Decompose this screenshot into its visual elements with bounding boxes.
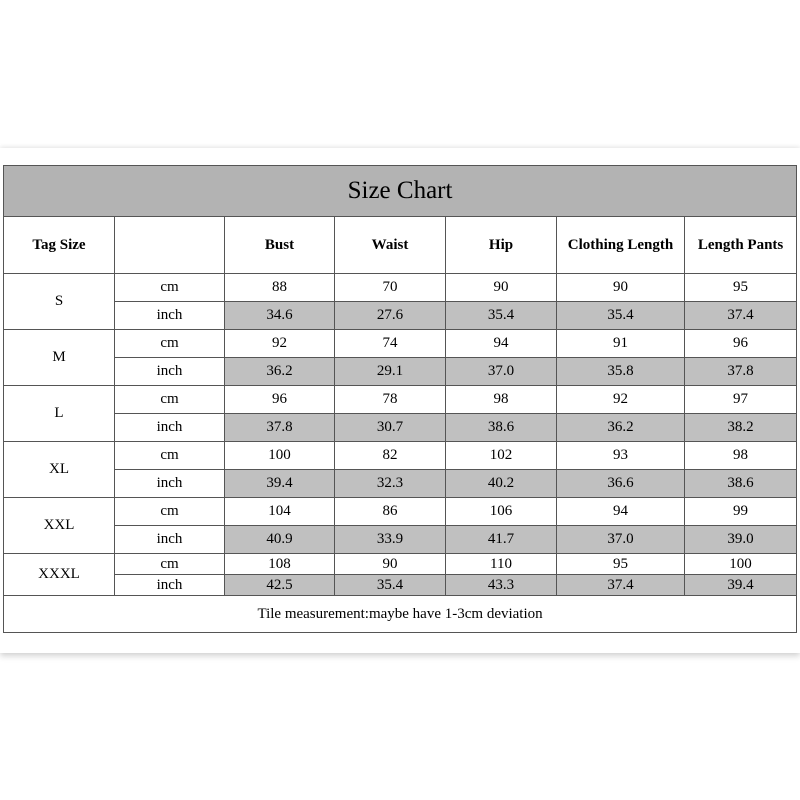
table-row xyxy=(4,274,797,302)
table-row xyxy=(4,330,797,358)
table-row xyxy=(4,554,797,575)
table-row xyxy=(4,526,797,554)
clothing-length-inch-cell: 36.6 xyxy=(557,470,685,498)
waist-cm-cell: 78 xyxy=(335,386,446,414)
unit-cm-cell: cm xyxy=(115,386,225,414)
hip-inch-cell: 40.2 xyxy=(446,470,557,498)
bust-cm-cell: 88 xyxy=(225,274,335,302)
tag-size-cell: XXL xyxy=(4,498,115,554)
unit-inch-cell: inch xyxy=(115,358,225,386)
footnote: Tile measurement:maybe have 1-3cm deviation xyxy=(4,596,797,633)
waist-inch-cell: 29.1 xyxy=(335,358,446,386)
hip-cm-cell: 102 xyxy=(446,442,557,470)
hip-cm-cell: 98 xyxy=(446,386,557,414)
length-pants-cm-cell: 97 xyxy=(685,386,797,414)
clothing-length-cm-cell: 94 xyxy=(557,498,685,526)
table-row xyxy=(4,386,797,414)
waist-cm-cell: 74 xyxy=(335,330,446,358)
waist-inch-cell: 35.4 xyxy=(335,575,446,596)
bust-inch-cell: 40.9 xyxy=(225,526,335,554)
bust-cm-cell: 108 xyxy=(225,554,335,575)
tag-size-cell: XXXL xyxy=(4,554,115,596)
chart-title: Size Chart xyxy=(4,166,797,217)
clothing-length-cm-cell: 91 xyxy=(557,330,685,358)
header-hip: Hip xyxy=(446,217,557,274)
waist-inch-cell: 27.6 xyxy=(335,302,446,330)
unit-inch-cell: inch xyxy=(115,575,225,596)
header-unit xyxy=(115,217,225,274)
table-row xyxy=(4,498,797,526)
hip-inch-cell: 41.7 xyxy=(446,526,557,554)
bust-inch-cell: 39.4 xyxy=(225,470,335,498)
unit-inch-cell: inch xyxy=(115,470,225,498)
unit-cm-cell: cm xyxy=(115,498,225,526)
table-row xyxy=(4,302,797,330)
length-pants-cm-cell: 98 xyxy=(685,442,797,470)
table-row xyxy=(4,442,797,470)
hip-inch-cell: 43.3 xyxy=(446,575,557,596)
waist-cm-cell: 82 xyxy=(335,442,446,470)
clothing-length-inch-cell: 35.8 xyxy=(557,358,685,386)
length-pants-cm-cell: 100 xyxy=(685,554,797,575)
unit-cm-cell: cm xyxy=(115,442,225,470)
hip-cm-cell: 94 xyxy=(446,330,557,358)
bust-inch-cell: 37.8 xyxy=(225,414,335,442)
waist-inch-cell: 30.7 xyxy=(335,414,446,442)
clothing-length-cm-cell: 90 xyxy=(557,274,685,302)
bust-cm-cell: 100 xyxy=(225,442,335,470)
hip-cm-cell: 106 xyxy=(446,498,557,526)
clothing-length-cm-cell: 95 xyxy=(557,554,685,575)
length-pants-inch-cell: 37.8 xyxy=(685,358,797,386)
clothing-length-inch-cell: 35.4 xyxy=(557,302,685,330)
tag-size-cell: M xyxy=(4,330,115,386)
hip-inch-cell: 35.4 xyxy=(446,302,557,330)
tag-size-cell: XL xyxy=(4,442,115,498)
bust-cm-cell: 96 xyxy=(225,386,335,414)
waist-cm-cell: 90 xyxy=(335,554,446,575)
tag-size-cell: S xyxy=(4,274,115,330)
header-clothing-length: Clothing Length xyxy=(557,217,685,274)
bust-cm-cell: 104 xyxy=(225,498,335,526)
header-tag-size: Tag Size xyxy=(4,217,115,274)
unit-cm-cell: cm xyxy=(115,330,225,358)
length-pants-inch-cell: 38.6 xyxy=(685,470,797,498)
header-length-pants: Length Pants xyxy=(685,217,797,274)
length-pants-cm-cell: 96 xyxy=(685,330,797,358)
hip-inch-cell: 37.0 xyxy=(446,358,557,386)
waist-inch-cell: 32.3 xyxy=(335,470,446,498)
clothing-length-cm-cell: 93 xyxy=(557,442,685,470)
hip-cm-cell: 110 xyxy=(446,554,557,575)
unit-cm-cell: cm xyxy=(115,274,225,302)
unit-cm-cell: cm xyxy=(115,554,225,575)
tag-size-cell: L xyxy=(4,386,115,442)
size-chart-table xyxy=(3,165,797,633)
table-row xyxy=(4,358,797,386)
length-pants-inch-cell: 39.0 xyxy=(685,526,797,554)
hip-inch-cell: 38.6 xyxy=(446,414,557,442)
bust-inch-cell: 36.2 xyxy=(225,358,335,386)
unit-inch-cell: inch xyxy=(115,414,225,442)
clothing-length-inch-cell: 37.0 xyxy=(557,526,685,554)
table-row xyxy=(4,470,797,498)
unit-inch-cell: inch xyxy=(115,302,225,330)
hip-cm-cell: 90 xyxy=(446,274,557,302)
table-row xyxy=(4,575,797,596)
bust-inch-cell: 34.6 xyxy=(225,302,335,330)
clothing-length-cm-cell: 92 xyxy=(557,386,685,414)
table-row xyxy=(4,414,797,442)
length-pants-cm-cell: 95 xyxy=(685,274,797,302)
length-pants-inch-cell: 39.4 xyxy=(685,575,797,596)
unit-inch-cell: inch xyxy=(115,526,225,554)
waist-inch-cell: 33.9 xyxy=(335,526,446,554)
length-pants-inch-cell: 38.2 xyxy=(685,414,797,442)
length-pants-inch-cell: 37.4 xyxy=(685,302,797,330)
length-pants-cm-cell: 99 xyxy=(685,498,797,526)
header-waist: Waist xyxy=(335,217,446,274)
waist-cm-cell: 86 xyxy=(335,498,446,526)
header-row xyxy=(4,217,797,274)
bust-inch-cell: 42.5 xyxy=(225,575,335,596)
waist-cm-cell: 70 xyxy=(335,274,446,302)
clothing-length-inch-cell: 36.2 xyxy=(557,414,685,442)
clothing-length-inch-cell: 37.4 xyxy=(557,575,685,596)
header-bust: Bust xyxy=(225,217,335,274)
bust-cm-cell: 92 xyxy=(225,330,335,358)
